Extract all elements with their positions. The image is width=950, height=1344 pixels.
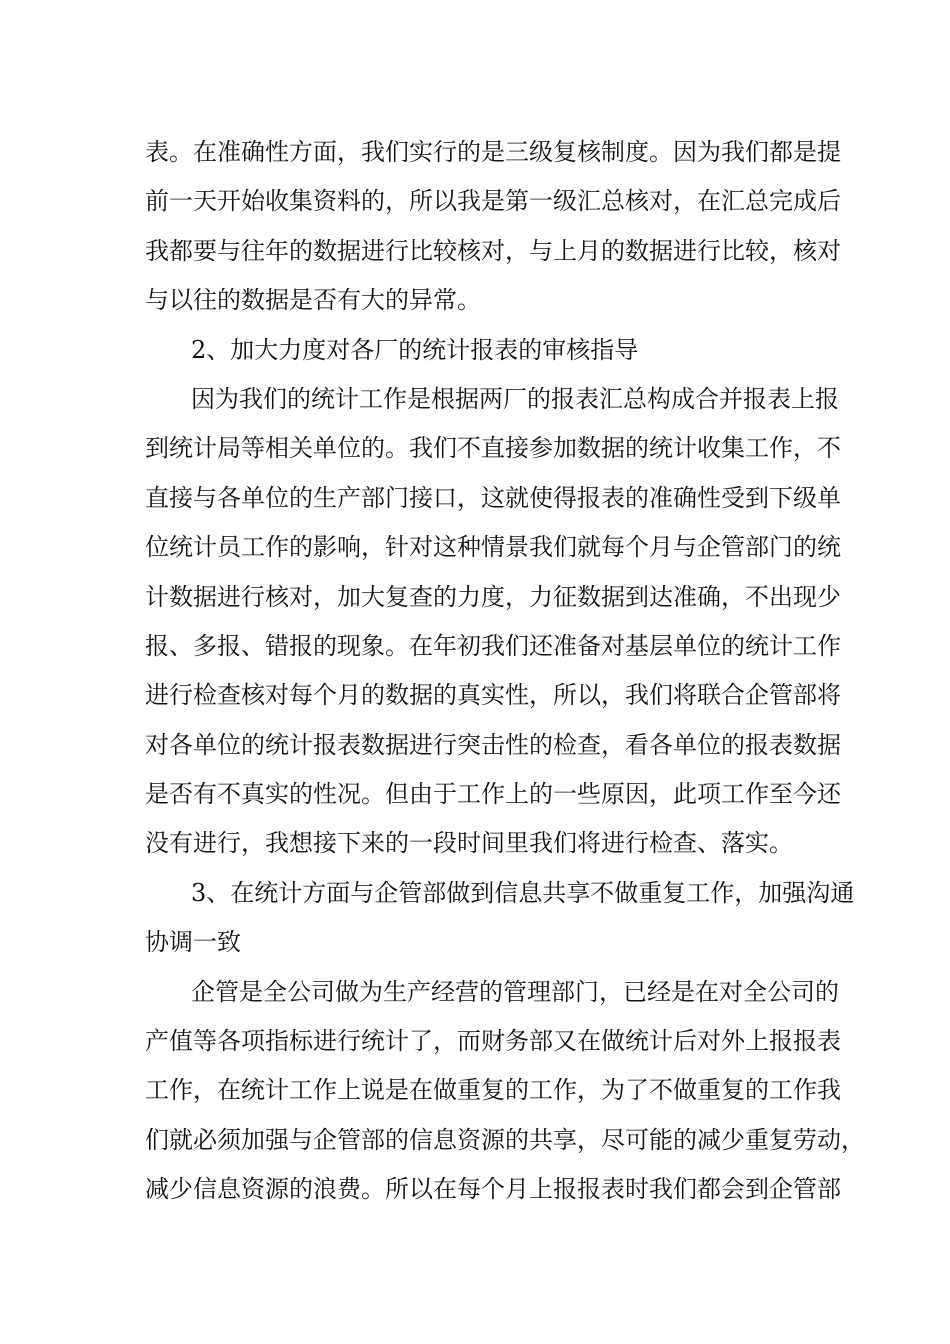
text-line: 减少信息资源的浪费。所以在每个月上报报表时我们都会到企管部: [145, 1175, 841, 1204]
text-line: 前一天开始收集资料的，所以我是第一级汇总核对，在汇总完成后: [145, 187, 841, 216]
text-line: 直接与各单位的生产部门接口，这就使得报表的准确性受到下级单: [145, 483, 841, 512]
text-line: 没有进行，我想接下来的一段时间里我们将进行检查、落实。: [145, 829, 793, 858]
text-line: 2、加大力度对各厂的统计报表的审核指导: [191, 335, 639, 364]
text-line: 因为我们的统计工作是根据两厂的报表汇总构成合并报表上报: [191, 384, 839, 413]
text-line: 位统计员工作的影响，针对这种情景我们就每个月与企管部门的统: [145, 533, 841, 562]
text-line: 表。在准确性方面，我们实行的是三级复核制度。因为我们都是提: [145, 138, 841, 166]
text-line: 我都要与往年的数据进行比较核对，与上月的数据进行比较，核对: [145, 236, 841, 265]
text-line: 产值等各项指标进行统计了，而财务部又在做统计后对外上报报表: [145, 1027, 841, 1056]
text-line: 报、多报、错报的现象。在年初我们还准备对基层单位的统计工作: [145, 631, 841, 660]
body-text: [145, 128, 865, 1215]
text-line: 进行检查核对每个月的数据的真实性，所以，我们将联合企管部将: [145, 681, 841, 710]
text-line: 与以往的数据是否有大的异常。: [145, 286, 481, 315]
text-line: 工作，在统计工作上说是在做重复的工作，为了不做重复的工作我: [145, 1076, 841, 1105]
text-line: 3、在统计方面与企管部做到信息共享不做重复工作，加强沟通: [191, 878, 855, 907]
text-line: 协调一致: [145, 928, 241, 957]
text-line: 企管是全公司做为生产经营的管理部门，已经是在对全公司的: [191, 977, 839, 1006]
text-line: 对各单位的统计报表数据进行突击性的检查，看各单位的报表数据: [145, 730, 841, 759]
text-line: 到统计局等相关单位的。我们不直接参加数据的统计收集工作，不: [145, 434, 841, 463]
text-line: 们就必须加强与企管部的信息资源的共享，尽可能的减少重复劳动，: [145, 1125, 865, 1154]
text-line: 是否有不真实的性况。但由于工作上的一些原因，此项工作至今还: [145, 780, 841, 809]
text-line: 计数据进行核对，加大复查的力度，力征数据到达准确，不出现少: [145, 582, 841, 611]
